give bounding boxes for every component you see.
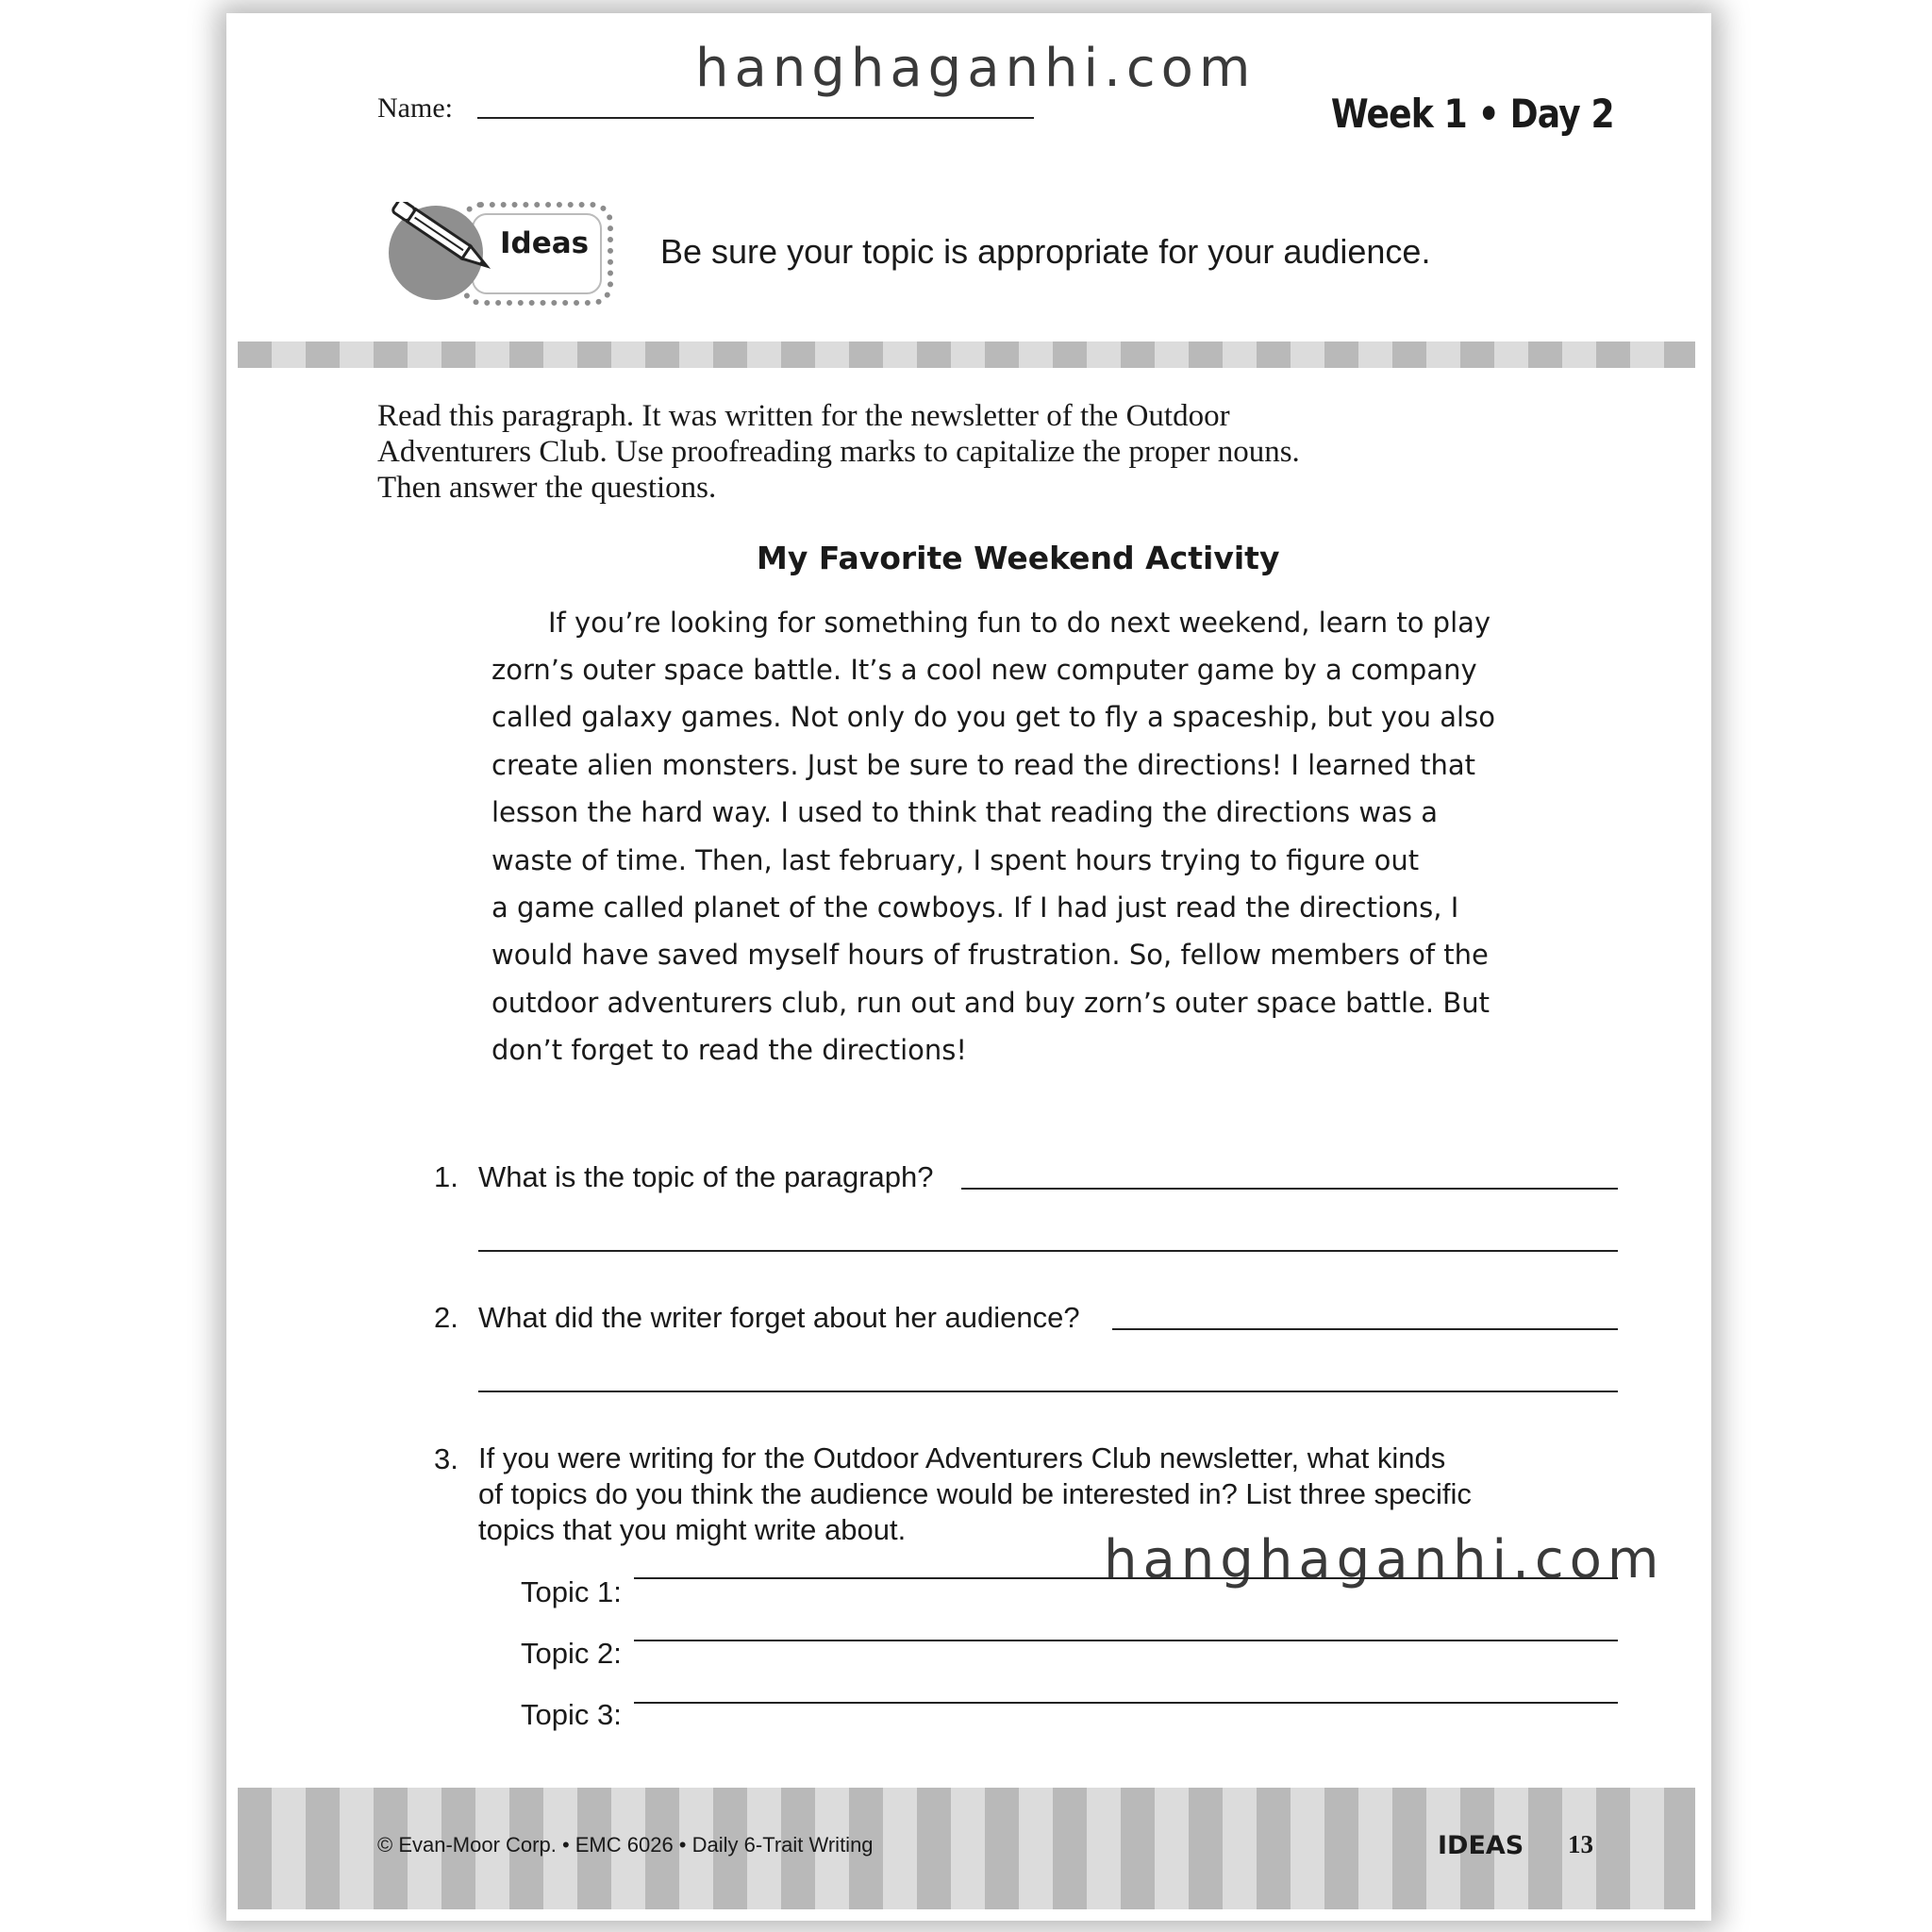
topic-3-line[interactable] — [634, 1702, 1618, 1704]
answer-line[interactable] — [1112, 1328, 1618, 1330]
badge-label: Ideas — [500, 226, 590, 260]
story-line: create alien monsters. Just be sure to read the directions! I learned that — [491, 749, 1475, 781]
topic-1-line[interactable] — [634, 1577, 1618, 1579]
topic-1-label: Topic 1: — [521, 1575, 622, 1608]
answer-line[interactable] — [478, 1391, 1618, 1392]
footer-trait: IDEAS — [1438, 1831, 1524, 1860]
story-line: waste of time. Then, last february, I spent hours trying to figure out — [491, 844, 1420, 876]
topic-2-line[interactable] — [634, 1640, 1618, 1641]
question-2-number: 2. — [434, 1301, 458, 1334]
story-line: don’t forget to read the directions! — [491, 1034, 968, 1066]
trait-tip: Be sure your topic is appropriate for your audience. — [660, 232, 1431, 271]
story-line: If you’re looking for something fun to do next weekend, learn to play — [548, 607, 1491, 639]
topic-3-label: Topic 3: — [521, 1698, 622, 1731]
story-title: My Favorite Weekend Activity — [757, 540, 1280, 576]
worksheet-page — [238, 23, 1695, 1909]
name-line[interactable] — [477, 117, 1034, 119]
pencil-icon — [377, 202, 509, 296]
instructions — [377, 398, 1604, 506]
watermark-top: hanghaganhi.com — [695, 38, 1257, 99]
instruction-line: Then answer the questions. — [377, 471, 717, 505]
ideas-badge — [377, 198, 608, 304]
week-day-heading: Week 1 • Day 2 — [1331, 91, 1614, 137]
answer-line[interactable] — [961, 1188, 1618, 1190]
question-3-text: If you were writing for the Outdoor Adventurers Club newsletter, what kinds of topics do you think the audience would be interested in? List three specific topics that you might write about. — [478, 1441, 1472, 1546]
question-1-number: 1. — [434, 1160, 458, 1193]
footer-copyright: © Evan-Moor Corp. • EMC 6026 • Daily 6-Trait Writing — [377, 1833, 874, 1857]
story-line: a game called planet of the cowboys. If I had just read the directions, I — [491, 891, 1459, 924]
question-2-text: What did the writer forget about her audience? — [478, 1301, 1080, 1334]
page-number: 13 — [1568, 1830, 1593, 1858]
name-label: Name: — [377, 92, 453, 124]
stripe-divider — [238, 341, 1695, 368]
topic-2-label: Topic 2: — [521, 1637, 622, 1670]
story-line: would have saved myself hours of frustration. So, fellow members of the — [491, 939, 1489, 971]
story-line: lesson the hard way. I used to think that reading the directions was a — [491, 796, 1438, 828]
question-3-number: 3. — [434, 1442, 458, 1475]
instruction-line: Read this paragraph. It was written for the newsletter of the Outdoor — [377, 399, 1230, 433]
answer-line[interactable] — [478, 1250, 1618, 1252]
watermark-bottom: hanghaganhi.com — [1104, 1529, 1665, 1591]
story-line: outdoor adventurers club, run out and buy zorn’s outer space battle. But — [491, 987, 1490, 1019]
instruction-line: Adventurers Club. Use proofreading marks to capitalize the proper nouns. — [377, 435, 1300, 469]
question-1-text: What is the topic of the paragraph? — [478, 1160, 934, 1193]
story-line: zorn’s outer space battle. It’s a cool new computer game by a company — [491, 654, 1477, 686]
story-line: called galaxy games. Not only do you get to fly a spaceship, but you also — [491, 701, 1495, 733]
